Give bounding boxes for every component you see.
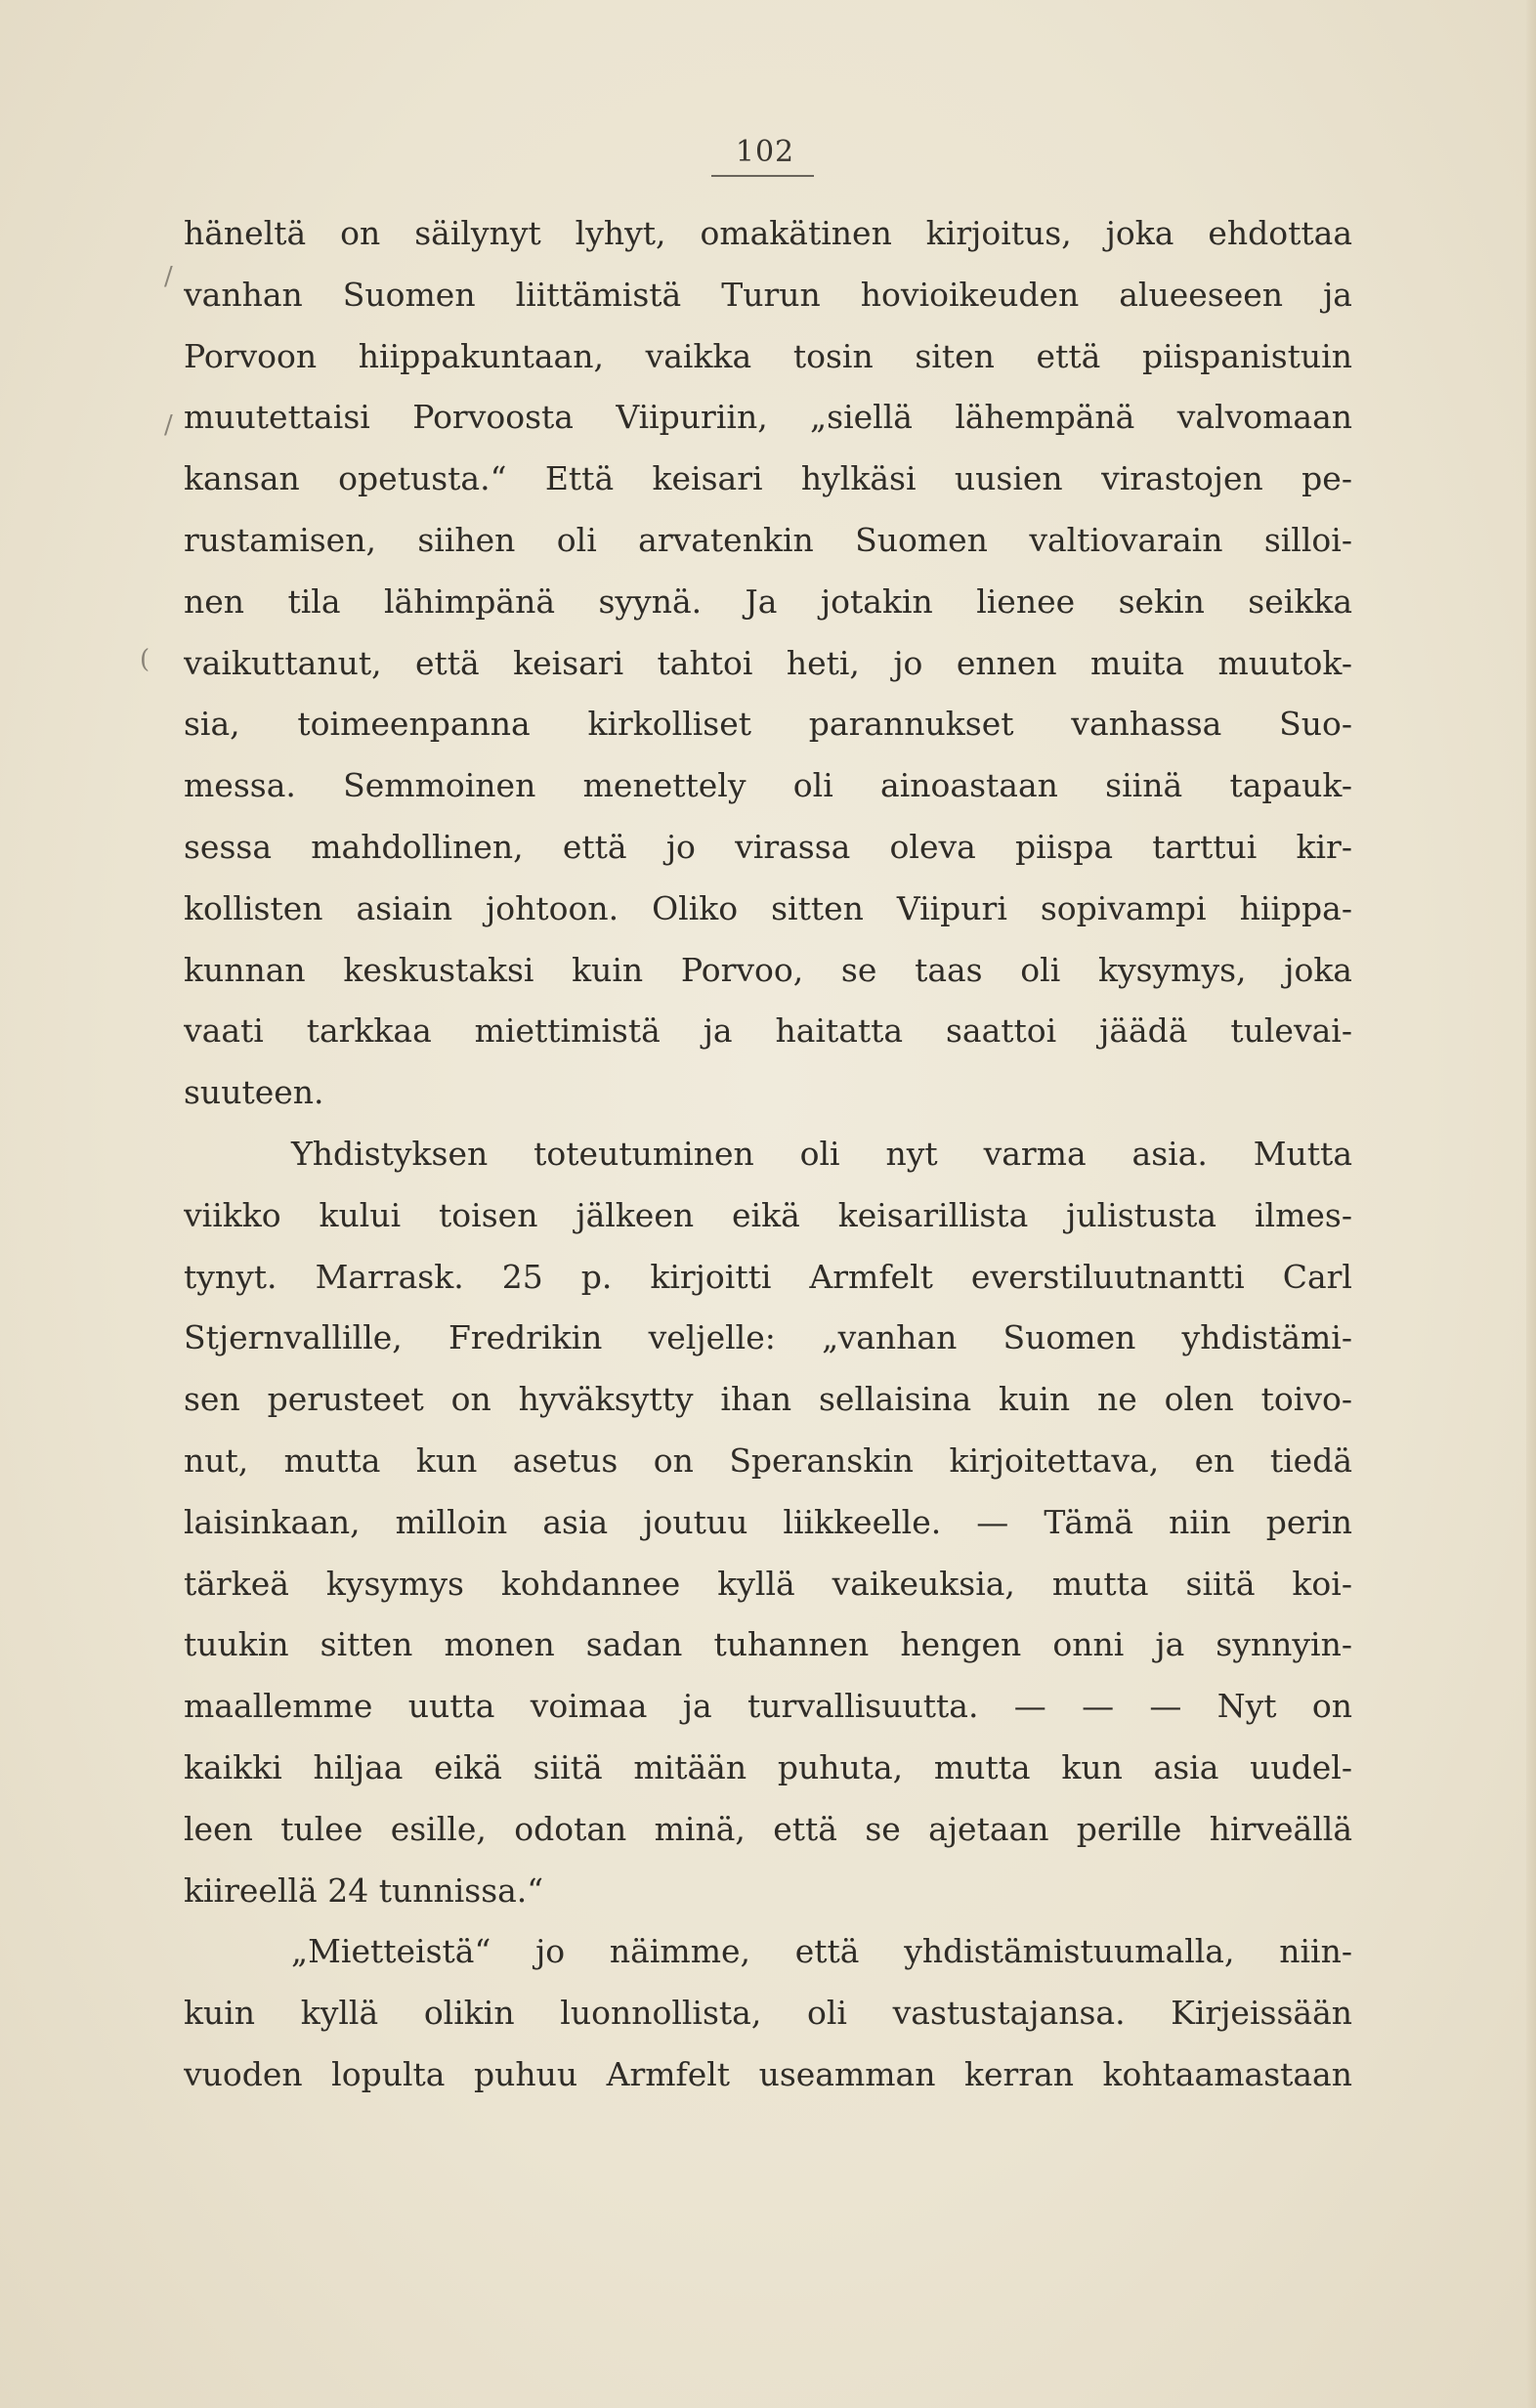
text-line: sessa mahdollinen, että jo virassa oleva piispa tarttui kir- <box>184 827 1352 866</box>
text-line: Yhdistyksen toteutuminen oli nyt varma asia. Mutta <box>291 1134 1352 1173</box>
page-number-rule <box>711 175 814 177</box>
text-line: rustamisen, siihen oli arvatenkin Suomen valtiovarain silloi- <box>184 520 1352 559</box>
text-line: nut, mutta kun asetus on Speranskin kirjoitettava, en tiedä <box>184 1440 1352 1480</box>
text-line: kiireellä 24 tunnissa.“ <box>184 1870 544 1910</box>
text-line: vuoden lopulta puhuu Armfelt useamman kerran kohtaamastaan <box>184 2054 1352 2093</box>
text-line: kansan opetusta.“ Että keisari hylkäsi uusien virastojen pe- <box>184 459 1352 498</box>
margin-pencil-mark: / <box>164 262 173 291</box>
text-line: tärkeä kysymys kohdannee kyllä vaikeuksia, mutta siitä koi- <box>184 1564 1352 1603</box>
body-text <box>184 203 1352 2106</box>
text-line: sen perusteet on hyväksytty ihan sellaisina kuin ne olen toivo- <box>184 1380 1352 1419</box>
text-line: kaikki hiljaa eikä siitä mitään puhuta, mutta kun asia uudel- <box>184 1747 1352 1786</box>
text-line: laisinkaan, milloin asia joutuu liikkeelle. — Tämä niin perin <box>184 1502 1352 1541</box>
page-number: 102 <box>735 135 795 169</box>
text-line: vaikuttanut, että keisari tahtoi heti, jo ennen muita muutok- <box>184 643 1352 682</box>
text-line: messa. Semmoinen menettely oli ainoastaan siinä tapauk- <box>184 766 1352 805</box>
text-line: maallemme uutta voimaa ja turvallisuutta. — — — Nyt on <box>184 1687 1352 1726</box>
text-line: viikko kului toisen jälkeen eikä keisarillista julistusta ilmes- <box>184 1195 1352 1234</box>
text-line: leen tulee esille, odotan minä, että se ajetaan perille hirveällä <box>184 1809 1352 1848</box>
text-line: kollisten asiain johtoon. Oliko sitten Viipuri sopivampi hiippa- <box>184 888 1352 927</box>
margin-pencil-mark: / <box>164 410 173 440</box>
text-line: Stjernvallille, Fredrikin veljelle: „vanhan Suomen yhdistämi- <box>184 1318 1352 1357</box>
text-line: suuteen. <box>184 1073 324 1112</box>
text-line: sia, toimeenpanna kirkolliset parannukset vanhassa Suo- <box>184 705 1352 744</box>
text-line: kuin kyllä olikin luonnollista, oli vastustajansa. Kirjeissään <box>184 1994 1352 2033</box>
text-line: muutettaisi Porvoosta Viipuriin, „siellä lähempänä valvomaan <box>184 398 1352 437</box>
text-line: vaati tarkkaa miettimistä ja haitatta saattoi jäädä tulevai- <box>184 1011 1352 1051</box>
text-line: tynyt. Marrask. 25 p. kirjoitti Armfelt everstiluutnantti Carl <box>184 1257 1352 1296</box>
text-line: nen tila lähimpänä syynä. Ja jotakin lienee sekin seikka <box>184 581 1352 621</box>
text-line: tuukin sitten monen sadan tuhannen hengen onni ja synnyin- <box>184 1625 1352 1664</box>
page-edge <box>1526 0 1536 2408</box>
text-line: Porvoon hiippakuntaan, vaikka tosin siten että piispanistuin <box>184 336 1352 375</box>
text-line: vanhan Suomen liittämistä Turun hovioikeuden alueeseen ja <box>184 275 1352 314</box>
text-line: kunnan keskustaksi kuin Porvoo, se taas oli kysymys, joka <box>184 950 1352 989</box>
margin-pencil-mark: ( <box>140 645 150 674</box>
text-line: „Mietteistä“ jo näimme, että yhdistämistuumalla, niin- <box>291 1932 1352 1971</box>
text-line: häneltä on säilynyt lyhyt, omakätinen kirjoitus, joka ehdottaa <box>184 214 1352 252</box>
